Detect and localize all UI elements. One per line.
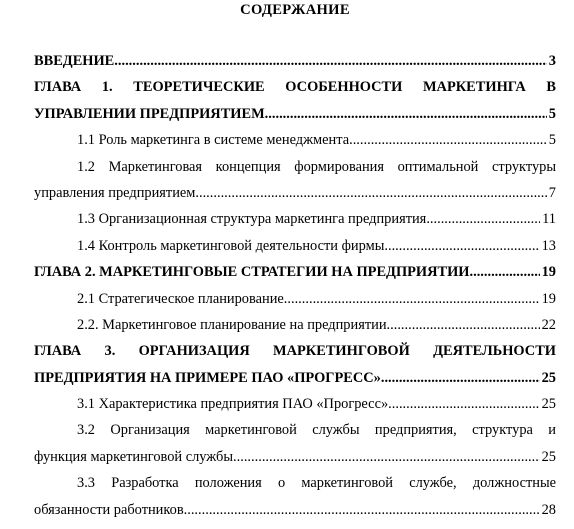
- toc-entry-3-1[interactable]: [34, 391, 556, 417]
- toc-entry-page: 19: [541, 264, 556, 281]
- toc-entry-page: 3: [548, 53, 556, 69]
- toc-entry-1-4[interactable]: [34, 233, 556, 259]
- dot-leader: [233, 444, 540, 470]
- toc-entry-2-1[interactable]: [34, 286, 556, 312]
- toc-entry-page: 19: [541, 290, 556, 307]
- toc-entry-3-2[interactable]: [34, 444, 556, 470]
- toc-entry-1-2-first-line[interactable]: 1.2 Маркетинговая концепция формирования оптимальной структуры: [77, 158, 556, 175]
- toc-entry-page: 5: [548, 132, 556, 149]
- toc-entry-label: 1.4 Контроль маркетинговой деятельности фирмы: [77, 237, 385, 254]
- dot-leader: [284, 286, 540, 312]
- toc-entry-3-3[interactable]: [34, 497, 556, 523]
- dot-leader: [426, 206, 540, 232]
- dot-leader: [184, 497, 540, 523]
- toc-entry-label: обязанности работников: [34, 501, 184, 518]
- table-of-contents: [34, 48, 556, 523]
- toc-entry-1-3[interactable]: [34, 206, 556, 232]
- toc-entry-page: 25: [541, 369, 556, 386]
- toc-entry-page: 22: [541, 316, 556, 333]
- toc-entry-chapter-3[interactable]: [34, 365, 556, 391]
- toc-entry-label: 1.3 Организационная структура маркетинга предприятия: [77, 211, 427, 228]
- toc-entry-introduction[interactable]: [34, 48, 556, 74]
- toc-entry-page: 13: [541, 237, 556, 254]
- toc-entry-label: ГЛАВА 2. МАРКЕТИНГОВЫЕ СТРАТЕГИИ НА ПРЕДПРИЯТИИ: [34, 264, 470, 281]
- toc-entry-1-1[interactable]: [34, 127, 556, 153]
- toc-entry-label: 2.2. Маркетинговое планирование на предприятии: [77, 316, 387, 333]
- dot-leader: [195, 180, 546, 206]
- toc-entry-3-2-first-line[interactable]: 3.2 Организация маркетинговой службы предприятия, структура и: [77, 422, 556, 439]
- toc-entry-label: управления предприятием: [34, 184, 196, 201]
- dot-leader: [384, 233, 539, 259]
- dot-leader: [387, 312, 540, 338]
- toc-entry-page: 11: [542, 211, 556, 228]
- toc-entry-label: УПРАВЛЕНИИ ПРЕДПРИЯТИЕМ: [34, 105, 265, 122]
- toc-entry-1-2[interactable]: [34, 180, 556, 206]
- dot-leader: [265, 101, 547, 127]
- dot-leader: [349, 127, 547, 153]
- dot-leader: [388, 391, 539, 417]
- toc-entry-chapter-1-first-line[interactable]: ГЛАВА 1. ТЕОРЕТИЧЕСКИЕ ОСОБЕННОСТИ МАРКЕТИНГА В: [34, 79, 556, 96]
- toc-entry-label: 1.1 Роль маркетинга в системе менеджмента: [77, 132, 350, 149]
- toc-entry-2-2[interactable]: [34, 312, 556, 338]
- toc-entry-page: 28: [541, 501, 556, 518]
- toc-entry-page: 7: [548, 184, 556, 201]
- toc-entry-page: 5: [548, 105, 556, 122]
- toc-entry-chapter-1[interactable]: [34, 101, 556, 127]
- toc-entry-label: ПРЕДПРИЯТИЯ НА ПРИМЕРЕ ПАО «ПРОГРЕСС»: [34, 369, 381, 386]
- toc-entry-label: 2.1 Стратегическое планирование: [77, 290, 284, 307]
- toc-entry-page: 25: [541, 396, 556, 413]
- dot-leader: [470, 259, 540, 285]
- toc-entry-label: ВВЕДЕНИЕ: [34, 53, 115, 69]
- toc-entry-page: 25: [541, 448, 556, 465]
- dot-leader: [381, 365, 540, 391]
- toc-title: СОДЕРЖАНИЕ: [240, 2, 350, 18]
- toc-entry-label: функция маркетинговой службы: [34, 448, 234, 465]
- toc-entry-chapter-2[interactable]: [34, 259, 556, 285]
- toc-entry-3-3-first-line[interactable]: 3.3 Разработка положения о маркетинговой службе, должностные: [77, 475, 556, 492]
- dot-leader: [114, 48, 547, 74]
- toc-entry-label: 3.1 Характеристика предприятия ПАО «Прогресс»: [77, 396, 389, 413]
- toc-entry-chapter-3-first-line[interactable]: ГЛАВА 3. ОРГАНИЗАЦИЯ МАРКЕТИНГОВОЙ ДЕЯТЕЛЬНОСТИ: [34, 343, 556, 360]
